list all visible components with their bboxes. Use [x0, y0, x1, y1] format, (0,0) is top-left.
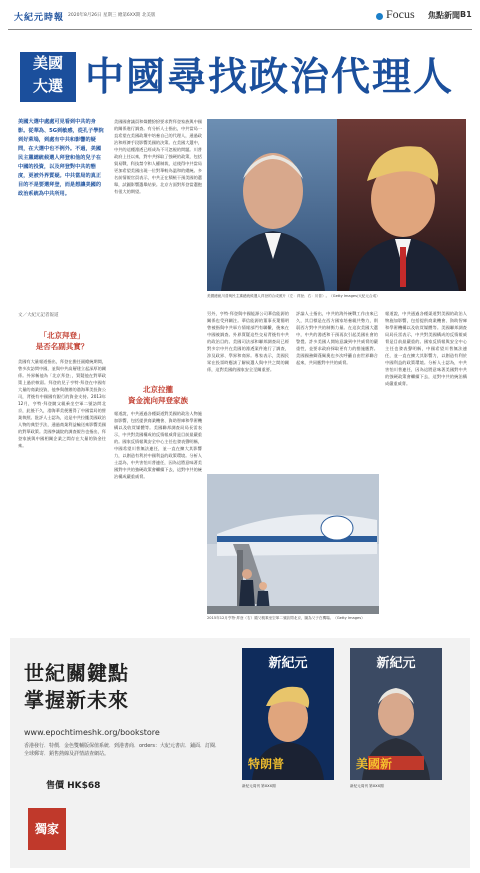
subhead-1: [18, 330, 106, 352]
ad-url[interactable]: www.epochtimeshk.org/bookstore: [24, 728, 160, 737]
mag2-caption: 新紀元周刊 第XXX期: [350, 784, 384, 788]
mag2-headline: 美國新: [356, 757, 393, 771]
byline: 文／大紀元記者報道: [18, 313, 59, 318]
mag1-caption: 新紀元周刊 第XXX期: [242, 784, 276, 788]
article-column-2: 美國國會議員和媒體紛紛要求對拜登家族與中國的關係進行調查。有分析人士指出，中共當局一直希望在美國政壇中培養自己的代理人，通過政治和經濟手段影響美國的決策。在美國大選中，中共的這種滲透已經成為不可忽視的問題。川普政府上任以來，對中共採取了強硬的政策，包括貿易戰、科技禁令和人權制裁，這使得中共當局更加希望美國出現一位對華較為溫和的總統。多名前情報官員表示，中共正在積極干預美國的選舉，試圖影響選舉結果。北京方面對拜登當選抱有很大的期望。: [114, 119, 202, 194]
badge-line1: 美國: [32, 54, 63, 72]
article-column-4: 另外，亨特·拜登與中國能源公司華信能源的關係也受到關注。華信能源的董事長葉簡明曾被指與中共軍方情報部門有聯繫，後來在中國被調查。外界質疑這些交易背後有中共的政治目的。美國司法部和聯邦調查局已經對多宗中共在美國的滲透案件進行了調查，涉及政界、學界和商界。專家表示，美國民眾在投票時應該了解候選人與中共之間的關係，這對美國的國家安全至關重要。: [207, 311, 289, 372]
magazine-cover-2: [350, 648, 442, 780]
focus-dot-icon: [376, 13, 383, 20]
ad-title-line1: 世紀關鍵點: [24, 661, 129, 685]
article-column-3: 報道說，中共通過各種渠道對美國的政治人物施加影響，包括提供商業機會、資助智庫和學術機構以及收買媒體等。美國聯邦調查局局長雷表示，中共對美國構成的反情報威脅是目前最嚴重的。國家反情報與安全中心主任也發表聲明稱，中國希望川普無法連任，並一直在擴大其影響力，以創造有利於中國利益的政策環境。分析人士認為，中共害怕川普連任，因為這將意味著美國對中共的強硬政策會繼續下去，這對中共的統治構成嚴重威脅。: [114, 411, 202, 479]
article-column-1: 美國有大量報道指出，拜登在擔任副總統期間，曾多次訪問中國，並與中共高層建立起深厚的關係。外界稱他為「北京拜登」，質疑他在對華政策上過於軟弱。拜登的兒子亨特·拜登在中國有大量的商業投資，他參與創辦的渤海華美投資公司，背後有中國國有銀行的資金支持。2013年12月，亨特·拜登隨父親乘坐空軍二號訪問北京，此後不久，渤海華美便獲得了中國當局的營業執照。批評人士認為，這是中共拉攏美國政治人物的典型手法，通過商業利益輸送來影響美國的對華政策。美國參議院的調查報告也指出，拜登家族與中國相關企業之間存在大量的資金往來。: [18, 359, 106, 448]
photo-small-caption: 2015年12月亨特·拜登（右）隨父親乘坐空軍二號訪問北京，圖為父子在機場。（Getty Images）: [207, 616, 365, 620]
subhead-2-line1: 北京拉攏: [143, 385, 173, 394]
subhead-2-line2: 資金流向拜登家族: [128, 396, 188, 405]
election-badge: [20, 52, 76, 102]
exclusive-tag: 獨家: [28, 808, 66, 850]
ad-body: 香港發行．特價．金色雙輔版保值系統．到港書商．orders：大紀元書店．鋪面．訂閱．全球郵寄．銷售熱線及詳情請查網站。: [24, 743, 220, 757]
page-number: B1: [460, 10, 472, 19]
photo-small: [207, 474, 379, 614]
mag2-brand: 新紀元: [376, 656, 416, 671]
air-force-two-image: [207, 474, 379, 614]
article-column-6: 報道說，中共通過各種渠道對美國的政治人物施加影響，包括提供商業機會、資助智庫和學術機構以及收買媒體等。美國聯邦調查局局長雷表示，中共對美國構成的反情報威脅是目前最嚴重的。國家反情報與安全中心主任也發表聲明稱，中國希望川普無法連任，並一直在擴大其影響力，以創造有利於中國利益的政策環境。分析人士認為，中共害怕川普連任，因為這將意味著美國對中共的強硬政策會繼續下去，這對中共的統治構成嚴重威脅。: [385, 311, 467, 386]
photo-main-caption: 美國總統川普與民主黨總統候選人拜登的合成照片（左：拜登；右：川普）。（Getty Images/大紀元合成）: [207, 294, 380, 298]
page-title: 中國尋找政治代理人: [85, 55, 455, 100]
photo-main: [207, 119, 466, 291]
mag1-headline: 特朗普: [248, 757, 285, 771]
ad-title: [24, 660, 129, 714]
section-label: 焦點新聞: [428, 11, 460, 20]
mag1-brand: 新紀元: [268, 656, 308, 671]
subhead-1-line2: 是否名副其實？: [35, 342, 89, 351]
subhead-1-line1: 「北京拜登」: [39, 331, 85, 340]
article-column-5: 評論人士指出，中共的海外統戰工作由來已久，其目標是在西方國家培養親共勢力，削弱西方對中共的制衡力量。在這次美國大選中，中共的滲透和干預再次引起美國社會的警覺。許多美國人開始意識到中共威脅的嚴重性，並要求政府採取更有力的措施應對。美國國務卿蓬佩奧也多次呼籲自由世界聯合起來，共同應對中共的威脅。: [296, 311, 378, 365]
lead-paragraph: 美國大選中處處可見看到中共的身影。從華為、5G到敏感，從孔子學院到好萊塢，到處有中共和影響的疑問，在大選中也不例外。不過，美國民主黨總統候選人拜登和他的兒子在中國的投資，以及拜登對中共的態度，更被外界質疑。中共當局的真正目的不是要選拜登，而是想讓美國的政治系統為中共所用。: [18, 119, 104, 197]
page-header: [8, 4, 472, 30]
dateline: 2020年8月26日 星期三 總第6XX期 北美版: [68, 13, 156, 18]
focus-label: Focus: [386, 7, 415, 21]
newspaper-logo: 大紀元時報: [14, 13, 65, 23]
badge-line2: 大選: [32, 77, 63, 95]
magazine-cover-1: [242, 648, 334, 780]
ad-title-line2: 掌握新未來: [24, 688, 129, 712]
bookstore-advertisement: [10, 638, 470, 868]
candidates-portrait-image: [207, 119, 466, 291]
ad-price: 售價 HK$68: [46, 781, 101, 791]
subhead-2: [114, 384, 202, 406]
